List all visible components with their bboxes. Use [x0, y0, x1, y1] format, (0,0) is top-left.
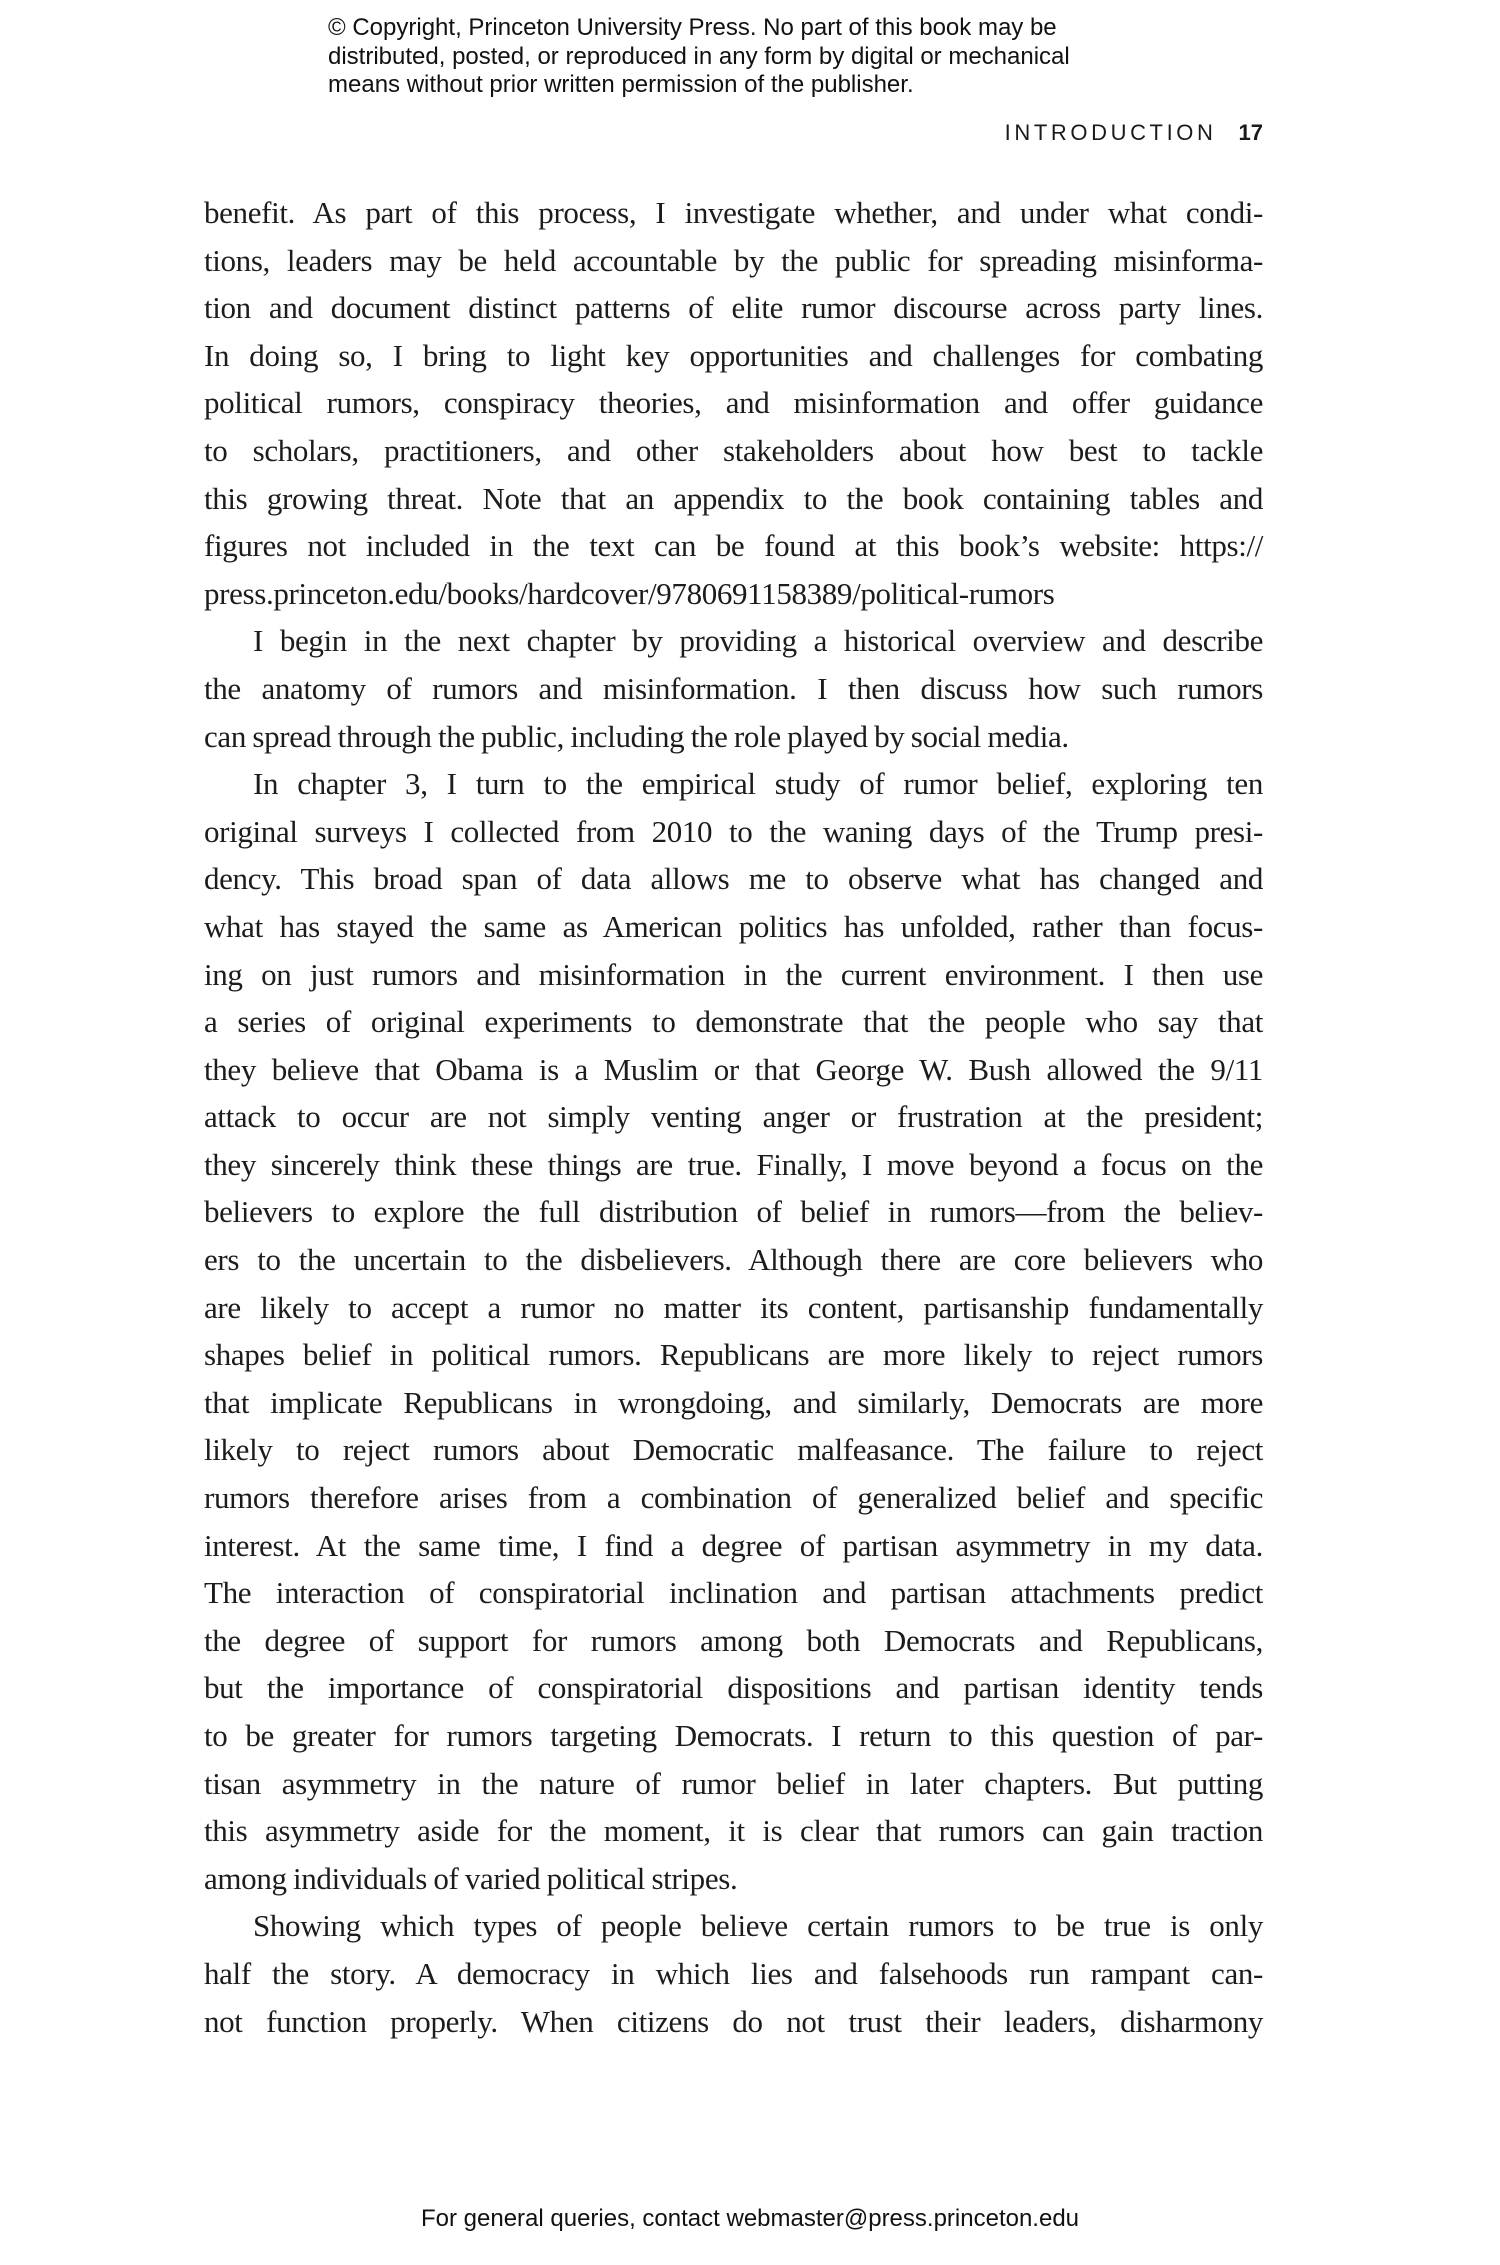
text-line: but the importance of conspiratorial dispositions and partisan identity tends — [204, 1670, 1263, 1706]
text-line: benefit. As part of this process, I investigate whether, and under what condi- — [204, 195, 1263, 230]
text-line: this asymmetry aside for the moment, it is clear that rumors can gain traction — [204, 1813, 1263, 1849]
running-head — [940, 120, 1263, 146]
text-line: the anatomy of rumors and misinformation. I then discuss how such rumors — [204, 670, 1263, 706]
copyright-line: © Copyright, Princeton University Press. No part of this book may be — [328, 14, 1057, 41]
footer-contact: For general queries, contact webmaster@press.princeton.edu — [420, 2205, 1080, 2232]
text-line: interest. At the same time, I find a degree of partisan asymmetry in my data. — [204, 1527, 1263, 1563]
text-line: believers to explore the full distribution of belief in rumors—from the believ- — [204, 1194, 1263, 1230]
page-number: 17 — [1238, 120, 1263, 145]
text-line: that implicate Republicans in wrongdoing, and similarly, Democrats are more — [204, 1384, 1263, 1420]
text-line: The interaction of conspiratorial inclination and partisan attachments predict — [204, 1575, 1263, 1611]
text-line: a series of original experiments to demonstrate that the people who say that — [204, 1004, 1263, 1040]
text-line: this growing threat. Note that an appendix to the book containing tables and — [204, 480, 1263, 516]
paragraph-start-line: I begin in the next chapter by providing a historical overview and describe — [253, 623, 1263, 659]
text-line: they sincerely think these things are true. Finally, I move beyond a focus on the — [204, 1146, 1263, 1182]
text-line: dency. This broad span of data allows me to observe what has changed and — [204, 861, 1263, 897]
text-line: likely to reject rumors about Democratic malfeasance. The failure to reject — [204, 1432, 1263, 1468]
text-line: the degree of support for rumors among both Democrats and Republicans, — [204, 1622, 1263, 1658]
text-line: tion and document distinct patterns of elite rumor discourse across party lines. — [204, 290, 1263, 326]
text-line: figures not included in the text can be found at this book’s website: https:// — [204, 528, 1263, 564]
text-line: they believe that Obama is a Muslim or that George W. Bush allowed the 9/11 — [204, 1051, 1263, 1087]
paragraph-end-line: can spread through the public, including the role played by social media. — [204, 718, 1069, 754]
paragraph-start-line: In chapter 3, I turn to the empirical study of rumor belief, exploring ten — [253, 766, 1263, 802]
text-line: half the story. A democracy in which lies and falsehoods run rampant can- — [204, 1955, 1263, 1991]
paragraph-end-line: among individuals of varied political stripes. — [204, 1860, 738, 1896]
text-line: tions, leaders may be held accountable by the public for spreading misinforma- — [204, 242, 1263, 278]
text-line: are likely to accept a rumor no matter its content, partisanship fundamentally — [204, 1289, 1263, 1325]
text-line: attack to occur are not simply venting anger or frustration at the president; — [204, 1099, 1263, 1135]
paragraph-start-line: Showing which types of people believe certain rumors to be true is only — [253, 1908, 1263, 1944]
text-line: shapes belief in political rumors. Republicans are more likely to reject rumors — [204, 1337, 1263, 1373]
text-line: political rumors, conspiracy theories, and misinformation and offer guidance — [204, 385, 1263, 421]
body-text — [204, 189, 1263, 2045]
text-line: to scholars, practitioners, and other stakeholders about how best to tackle — [204, 432, 1263, 468]
text-line: In doing so, I bring to light key opportunities and challenges for combating — [204, 337, 1263, 373]
text-line: original surveys I collected from 2010 to the waning days of the Trump presi- — [204, 813, 1263, 849]
section-title: INTRODUCTION — [1004, 120, 1217, 145]
text-line: not function properly. When citizens do not trust their leaders, disharmony — [204, 2003, 1263, 2039]
text-line: ing on just rumors and misinformation in the current environment. I then use — [204, 956, 1263, 992]
website-url-line: press.princeton.edu/books/hardcover/9780691158389/political-rumors — [204, 575, 1055, 611]
copyright-notice — [328, 14, 1228, 100]
text-line: rumors therefore arises from a combination of generalized belief and specific — [204, 1480, 1263, 1516]
copyright-line: distributed, posted, or reproduced in any form by digital or mechanical — [328, 42, 1070, 70]
text-line: ers to the uncertain to the disbelievers. Although there are core believers who — [204, 1242, 1263, 1278]
text-line: to be greater for rumors targeting Democrats. I return to this question of par- — [204, 1718, 1263, 1753]
text-line: what has stayed the same as American politics has unfolded, rather than focus- — [204, 908, 1263, 944]
text-line: tisan asymmetry in the nature of rumor belief in later chapters. But putting — [204, 1765, 1263, 1801]
copyright-line: means without prior written permission of the publisher. — [328, 71, 914, 99]
